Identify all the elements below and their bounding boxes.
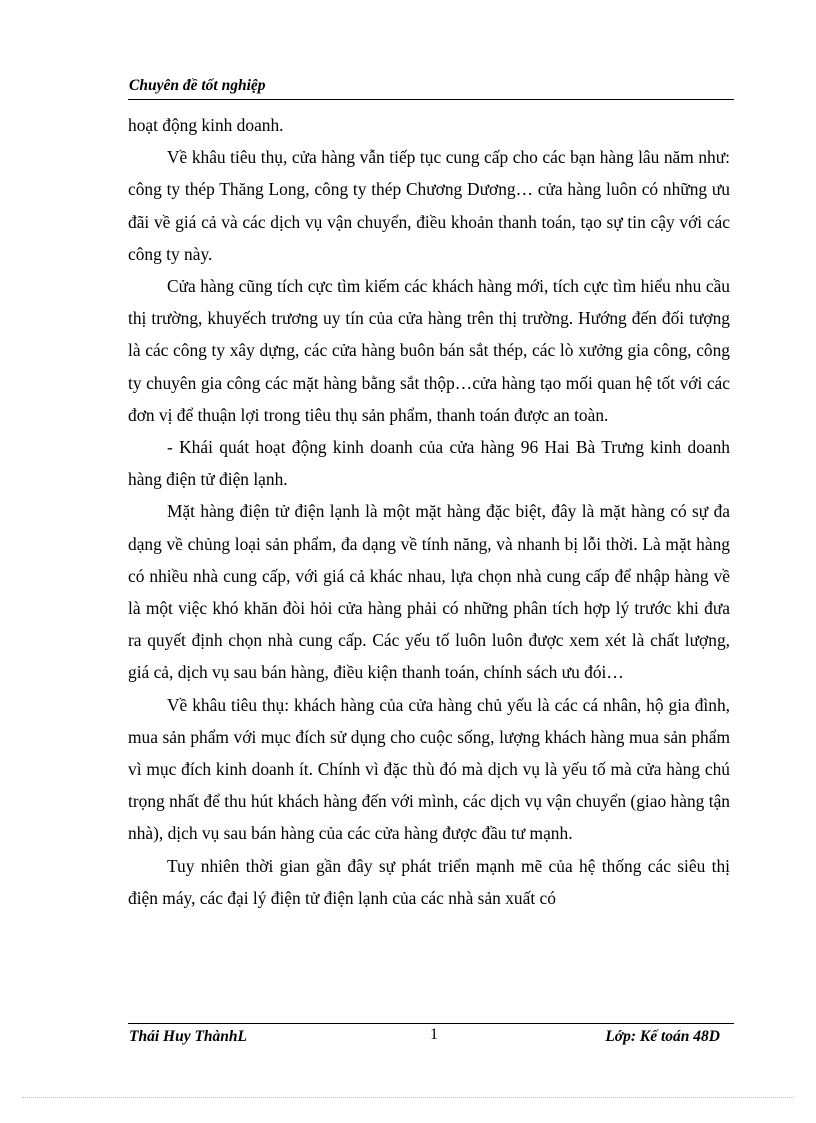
paragraph-sales-steel: Về khâu tiêu thụ, cửa hàng vẫn tiếp tục cung cấp cho các bạn hàng lâu năm như: công ty thép Thăng Long, công ty thép Chương Dương… cửa hàng luôn có những ưu đãi về giá cả và các dịch vụ vận chuyển, điều khoản thanh toán, tạo sự tin cậy với các công ty này. [128,147,730,264]
footer-author: Thái Huy ThànhL [129,1028,247,1045]
page-bottom-divider [22,1097,794,1098]
body-text [128,109,730,914]
header-title: Chuyên đề tốt nghiệp [129,77,266,94]
page-header [128,75,734,100]
footer-class-label: Lớp: Kế toán 48D [605,1028,720,1045]
page-number: 1 [430,1026,438,1043]
paragraph-overview-96-hai-ba-trung: - Khái quát hoạt động kinh doanh của cửa hàng 96 Hai Bà Trưng kinh doanh hàng điện tử điện lạnh. [128,437,730,490]
paragraph-continuation: hoạt động kinh doanh. [128,115,284,135]
paragraph-electronics-sales: Về khâu tiêu thụ: khách hàng của cửa hàng chủ yếu là các cá nhân, hộ gia đình, mua sản phẩm với mục đích sử dụng cho cuộc sống, lượng khách hàng mua sản phẩm vì mục đích kinh doanh ít. Chính vì đặc thù đó mà dịch vụ là yếu tố mà cửa hàng chú trọng nhất để thu hút khách hàng đến với mình, các dịch vụ vận chuyển (giao hàng tận nhà), dịch vụ sau bán hàng của các cửa hàng được đầu tư mạnh. [128,694,730,844]
paragraph-competition: Tuy nhiên thời gian gần đây sự phát triển mạnh mẽ của hệ thống các siêu thị điện máy, các đại lý điện tử điện lạnh của các nhà sản xuất có [128,855,730,908]
paragraph-electronics-goods: Mặt hàng điện tử điện lạnh là một mặt hàng đặc biệt, đây là mặt hàng có sự đa dạng về chủng loại sản phẩm, đa dạng về tính năng, và nhanh bị lỗi thời. Là mặt hàng có nhiều nhà cung cấp, với giá cả khác nhau, lựa chọn nhà cung cấp để nhập hàng về là một việc khó khăn đòi hỏi cửa hàng phải có những phân tích hợp lý trước khi đưa ra quyết định chọn nhà cung cấp. Các yếu tố luôn luôn được xem xét là chất lượng, giá cả, dịch vụ sau bán hàng, điều kiện thanh toán, chính sách ưu đói… [128,501,730,683]
paragraph-new-customers: Cửa hàng cũng tích cực tìm kiếm các khách hàng mới, tích cực tìm hiểu nhu cầu thị trường, khuyếch trương uy tín của cửa hàng trên thị trường. Hướng đến đối tượng là các công ty xây dựng, các cửa hàng buôn bán sắt thép, các lò xưởng gia công, công ty chuyên gia công các mặt hàng bằng sắt thộp…cửa hàng tạo mối quan hệ tốt với các đơn vị để thuận lợi trong tiêu thụ sản phẩm, thanh toán được an toàn. [128,276,730,425]
page-footer [128,1023,734,1050]
